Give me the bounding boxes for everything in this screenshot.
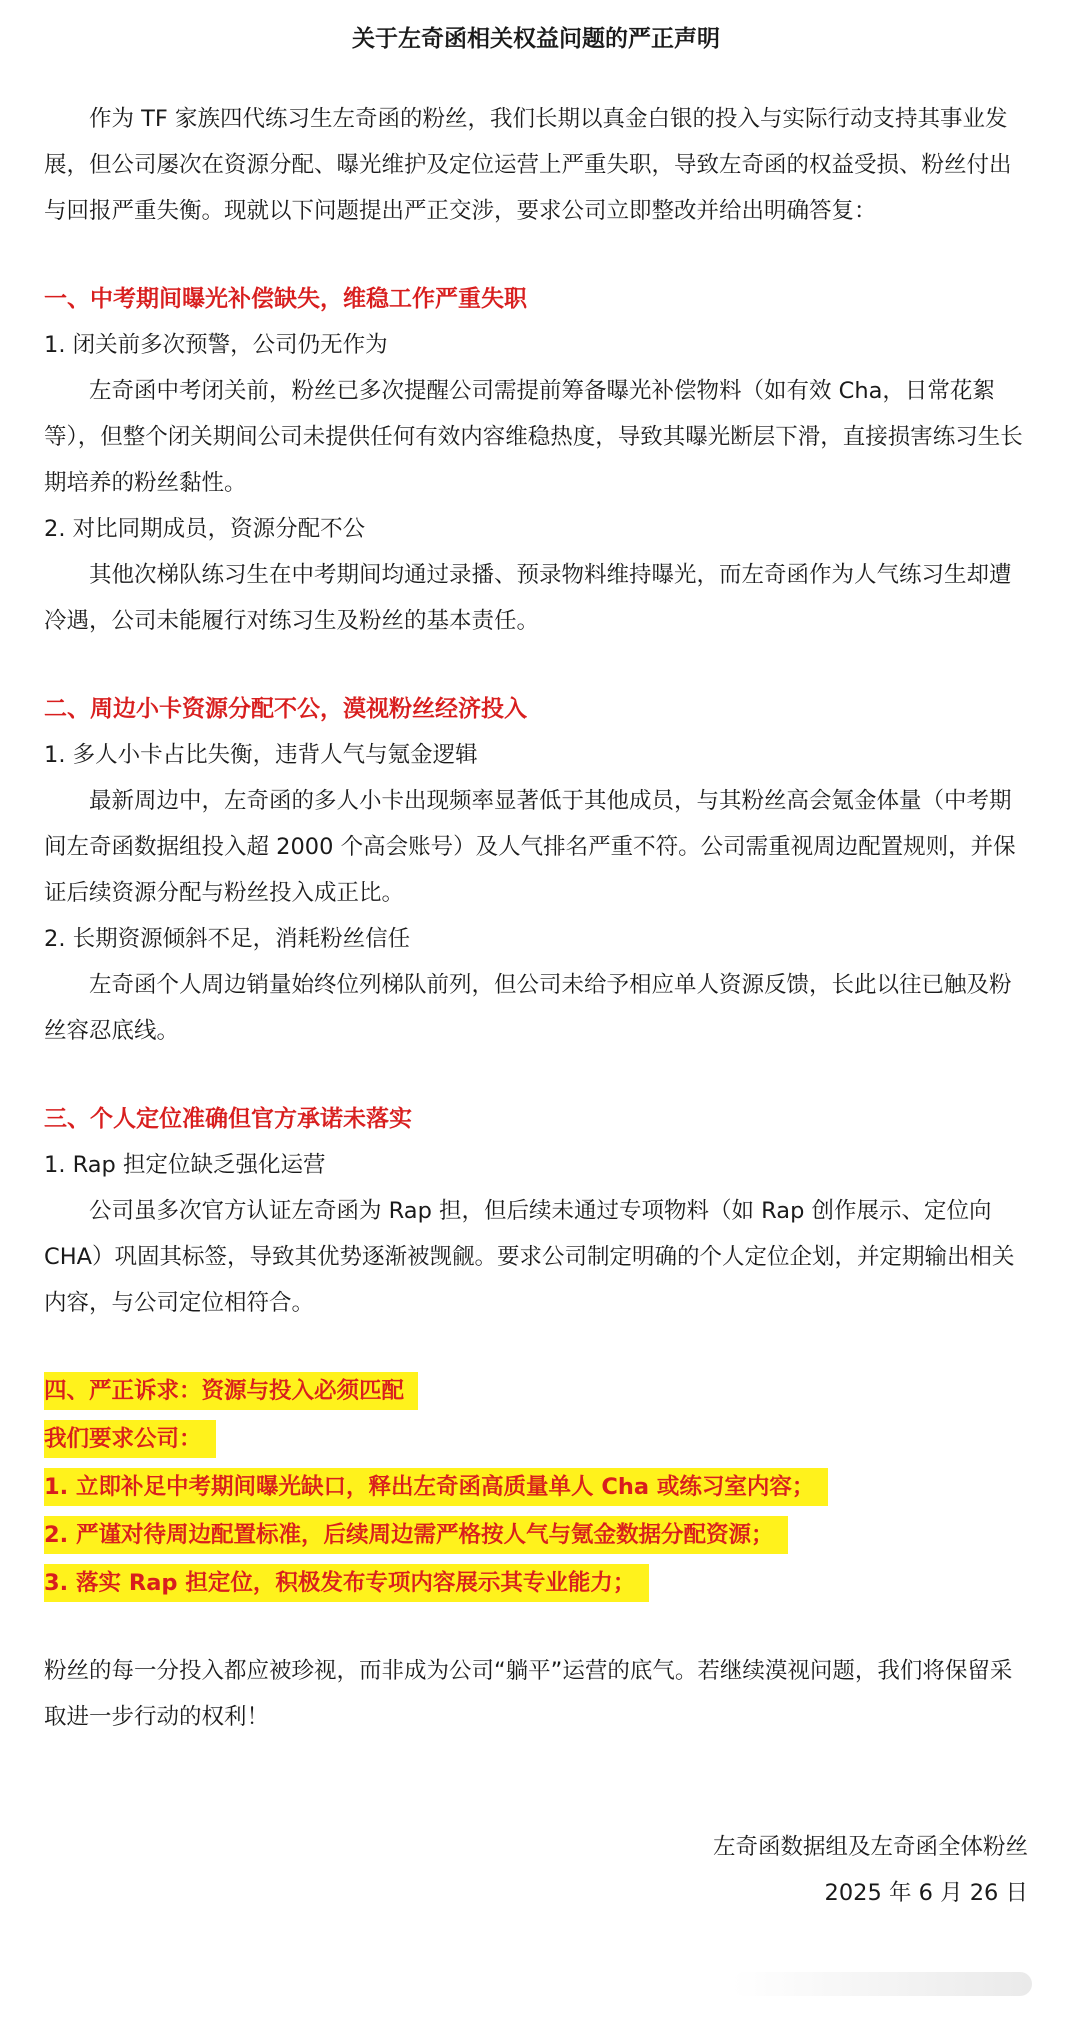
signature-author: 左奇函数据组及左奇函全体粉丝 [712, 1834, 1028, 1860]
closing-paragraph: 粉丝的每一分投入都应被珍视，而非成为公司“躺平”运营的底气。若继续漠视问题，我们将保留采取进一步行动的权利！ [44, 1658, 1013, 1730]
demand-item: 2. 严谨对待周边配置标准，后续周边需严格按人气与氪金数据分配资源； [44, 1516, 788, 1554]
demand-item-line [44, 1512, 1028, 1560]
point-title: 1. 闭关前多次预警，公司仍无作为 [44, 332, 388, 358]
point-body: 公司虽多次官方认证左奇函为 Rap 担，但后续未通过专项物料（如 Rap 创作展示、定位向 CHA）巩固其标签，导致其优势逐渐被觊觎。要求公司制定明确的个人定位企划，并定期输出相关内容，与公司定位相符合。 [44, 1198, 1015, 1316]
watermark-blur [732, 1972, 1032, 1996]
demand-item-line [44, 1464, 1028, 1512]
intro-paragraph: 作为 TF 家族四代练习生左奇函的粉丝，我们长期以真金白银的投入与实际行动支持其事业发展，但公司屡次在资源分配、曝光维护及定位运营上严重失职，导致左奇函的权益受损、粉丝付出与回报严重失衡。现就以下问题提出严正交涉，要求公司立即整改并给出明确答复： [44, 106, 1012, 224]
demands-section [44, 1368, 1028, 1608]
section-heading: 一、中考期间曝光补偿缺失，维稳工作严重失职 [44, 286, 527, 312]
section-3 [44, 1096, 1028, 1326]
demand-item: 1. 立即补足中考期间曝光缺口，释出左奇函高质量单人 Cha 或练习室内容； [44, 1468, 828, 1506]
section-heading: 三、个人定位准确但官方承诺未落实 [44, 1106, 412, 1132]
demands-lead-line [44, 1416, 1028, 1464]
document-title: 关于左奇函相关权益问题的严正声明 [352, 26, 720, 52]
demands-heading-line [44, 1368, 1028, 1416]
point-title: 1. Rap 担定位缺乏强化运营 [44, 1152, 326, 1178]
point-body: 其他次梯队练习生在中考期间均通过录播、预录物料维持曝光，而左奇函作为人气练习生却遭冷遇，公司未能履行对练习生及粉丝的基本责任。 [44, 562, 1012, 634]
section-heading: 二、周边小卡资源分配不公，漠视粉丝经济投入 [44, 696, 527, 722]
section-2 [44, 686, 1028, 1054]
demand-item: 3. 落实 Rap 担定位，积极发布专项内容展示其专业能力； [44, 1564, 649, 1602]
point-body: 最新周边中，左奇函的多人小卡出现频率显著低于其他成员，与其粉丝高会氪金体量（中考期间左奇函数据组投入超 2000 个高会账号）及人气排名严重不符。公司需重视周边配置规则，并保证后续资源分配与粉丝投入成正比。 [44, 788, 1016, 906]
signature-date: 2025 年 6 月 26 日 [824, 1880, 1028, 1906]
point-body: 左奇函个人周边销量始终位列梯队前列，但公司未给予相应单人资源反馈，长此以往已触及粉丝容忍底线。 [44, 972, 1012, 1044]
point-body: 左奇函中考闭关前，粉丝已多次提醒公司需提前筹备曝光补偿物料（如有效 Cha，日常花絮等），但整个闭关期间公司未提供任何有效内容维稳热度，导致其曝光断层下滑，直接损害练习生长期培养的粉丝黏性。 [44, 378, 1023, 496]
point-title: 2. 对比同期成员，资源分配不公 [44, 516, 366, 542]
point-title: 1. 多人小卡占比失衡，违背人气与氪金逻辑 [44, 742, 478, 768]
demand-item-line [44, 1560, 1028, 1608]
section-1 [44, 276, 1028, 644]
point-title: 2. 长期资源倾斜不足，消耗粉丝信任 [44, 926, 411, 952]
demands-lead: 我们要求公司： [44, 1420, 216, 1458]
demands-heading: 四、严正诉求：资源与投入必须匹配 [44, 1372, 418, 1410]
